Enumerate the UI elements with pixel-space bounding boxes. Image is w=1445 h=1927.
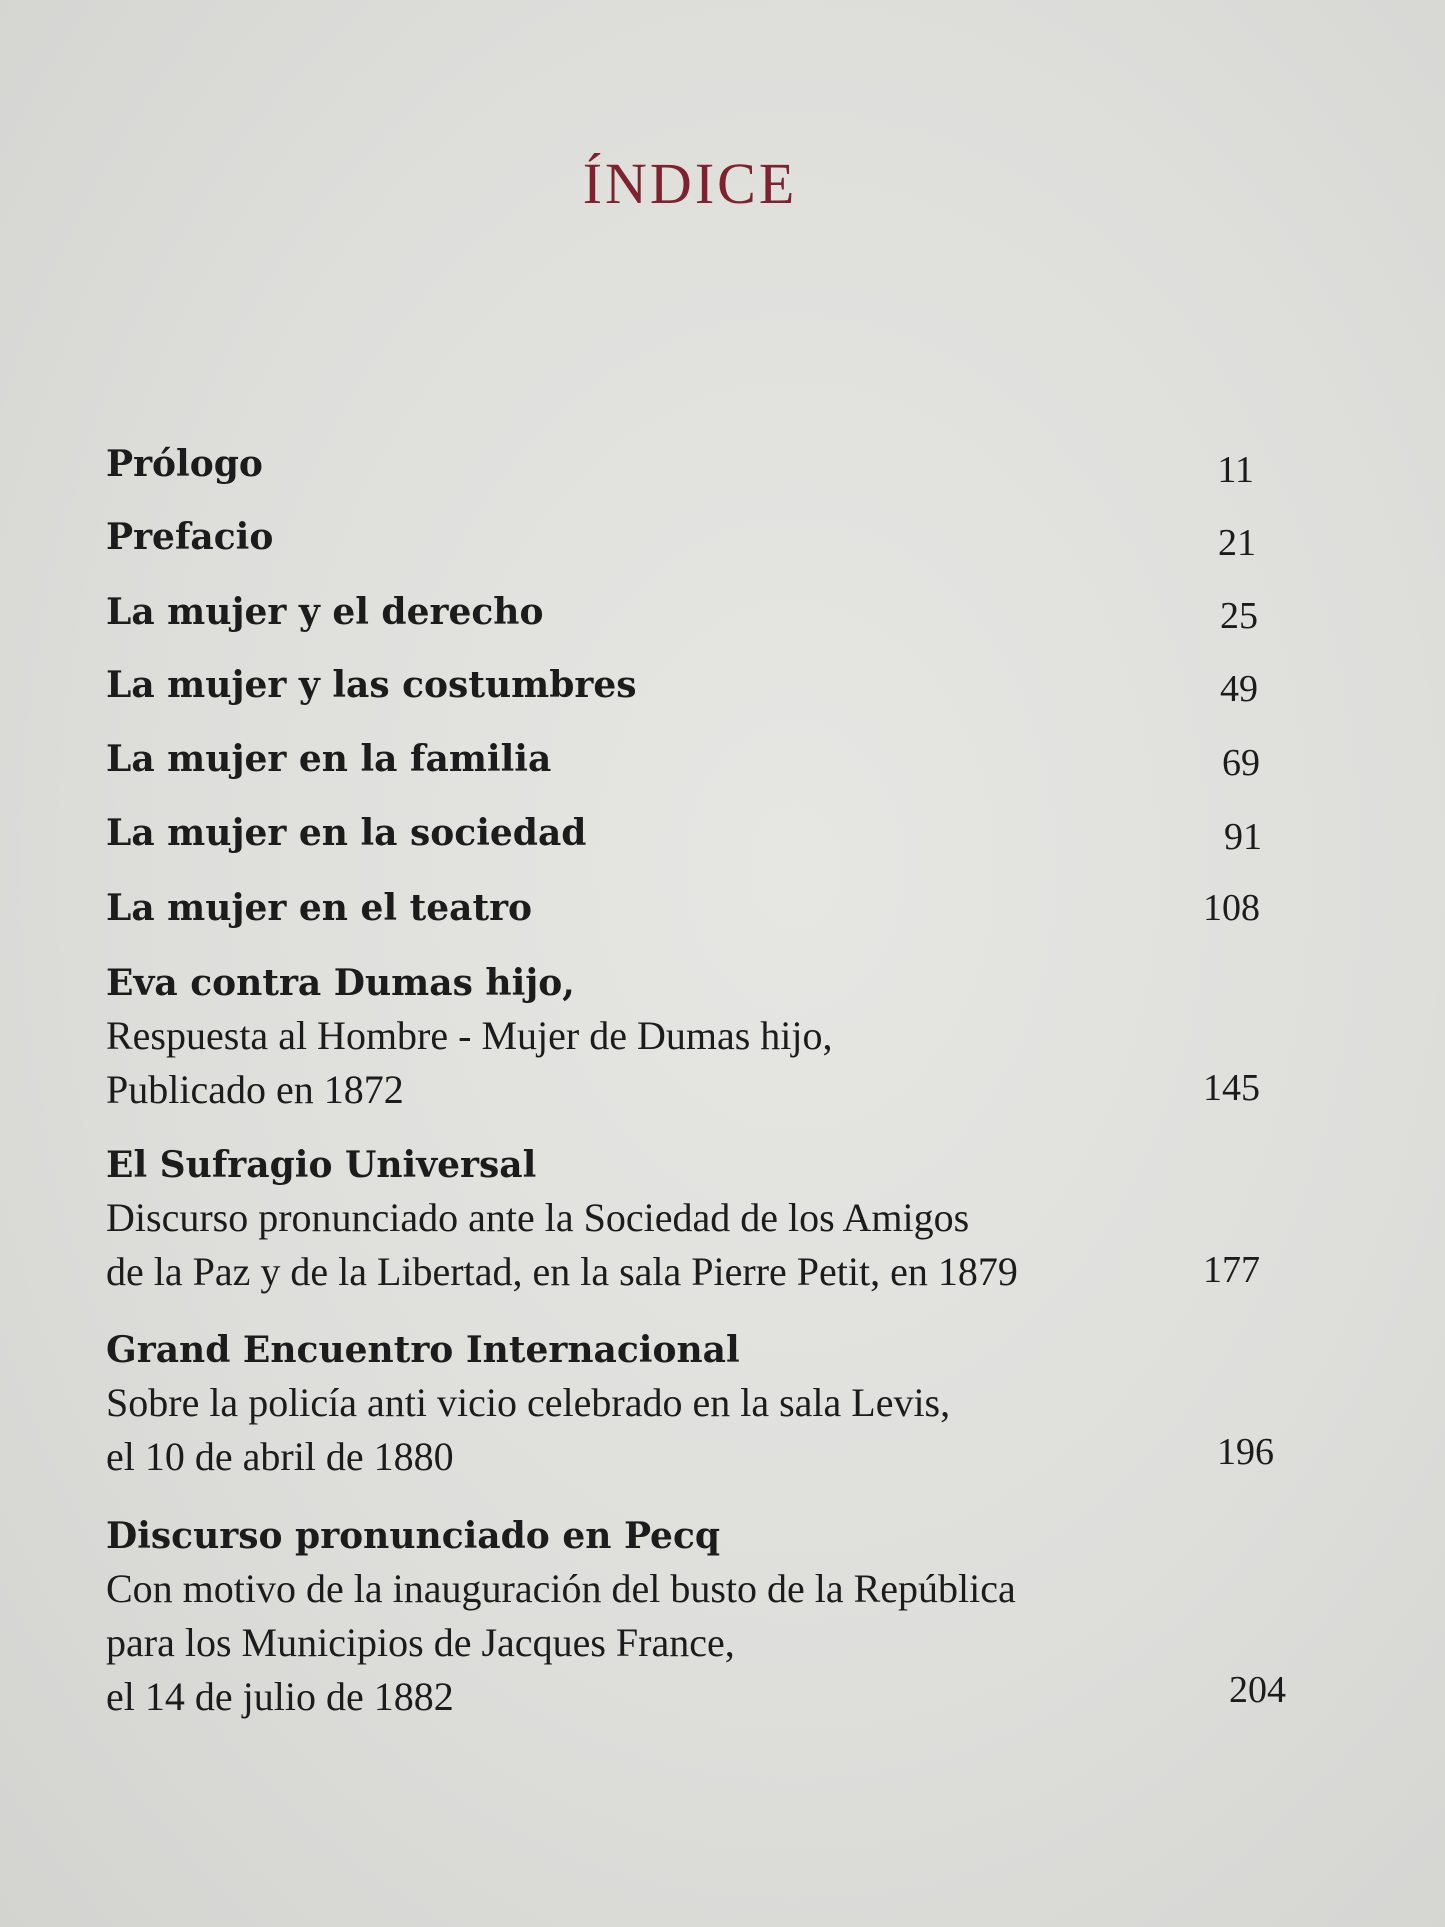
entry-subtitle-line: Sobre la policía anti vicio celebrado en la sala Levis, <box>106 1380 951 1425</box>
entry-heading: La mujer y el derecho <box>106 591 544 633</box>
toc-entry <box>106 511 1286 563</box>
toc-entry <box>106 1324 1286 1484</box>
toc-entry <box>106 438 1286 490</box>
entry-subtitle-line: Respuesta al Hombre - Mujer de Dumas hijo, <box>106 1013 833 1058</box>
entry-heading: Grand Encuentro Internacional <box>106 1329 740 1371</box>
entry-page-number: 145 <box>1203 1067 1260 1109</box>
entry-page-number: 49 <box>1220 668 1258 710</box>
entry-heading: La mujer en el teatro <box>106 887 533 929</box>
entry-subtitle-line: el 14 de julio de 1882 <box>106 1674 454 1719</box>
entry-subtitle-line: para los Municipios de Jacques France, <box>106 1620 735 1665</box>
entry-subtitle-line: Publicado en 1872 <box>106 1067 404 1112</box>
entry-heading: La mujer en la sociedad <box>106 812 587 854</box>
entry-heading: Eva contra Dumas hijo, <box>106 962 575 1004</box>
page-title: ÍNDICE <box>582 151 798 216</box>
toc-entry <box>106 882 1286 934</box>
entry-page-number: 204 <box>1229 1669 1286 1711</box>
entry-heading: Prólogo <box>106 443 263 485</box>
entry-page-number: 177 <box>1203 1249 1260 1291</box>
entry-heading: Prefacio <box>106 516 274 558</box>
entry-subtitle-line: Con motivo de la inauguración del busto de la República <box>106 1566 1016 1611</box>
entry-subtitle-line: Discurso pronunciado ante la Sociedad de los Amigos <box>106 1195 970 1240</box>
entry-page-number: 108 <box>1203 887 1260 929</box>
entry-heading: Discurso pronunciado en Pecq <box>106 1515 721 1557</box>
toc-entry <box>106 586 1286 638</box>
entry-page-number: 11 <box>1217 449 1254 491</box>
entry-page-number: 196 <box>1217 1431 1274 1473</box>
entry-page-number: 69 <box>1222 742 1260 784</box>
entry-page-number: 25 <box>1220 595 1258 637</box>
entry-page-number: 21 <box>1218 522 1256 564</box>
entry-heading: La mujer y las costumbres <box>106 664 637 706</box>
entry-subtitle-line: el 10 de abril de 1880 <box>106 1434 454 1479</box>
entry-heading: El Sufragio Universal <box>106 1144 537 1186</box>
toc-entry <box>106 1510 1286 1724</box>
toc-entry <box>106 807 1286 859</box>
toc-entry <box>106 733 1286 785</box>
toc-entry <box>106 957 1286 1117</box>
toc-entry <box>106 659 1286 711</box>
entry-heading: La mujer en la familia <box>106 738 552 780</box>
entry-subtitle-line: de la Paz y de la Libertad, en la sala Pierre Petit, en 1879 <box>106 1249 1018 1294</box>
entry-page-number: 91 <box>1224 816 1262 858</box>
toc-entry <box>106 1139 1286 1299</box>
